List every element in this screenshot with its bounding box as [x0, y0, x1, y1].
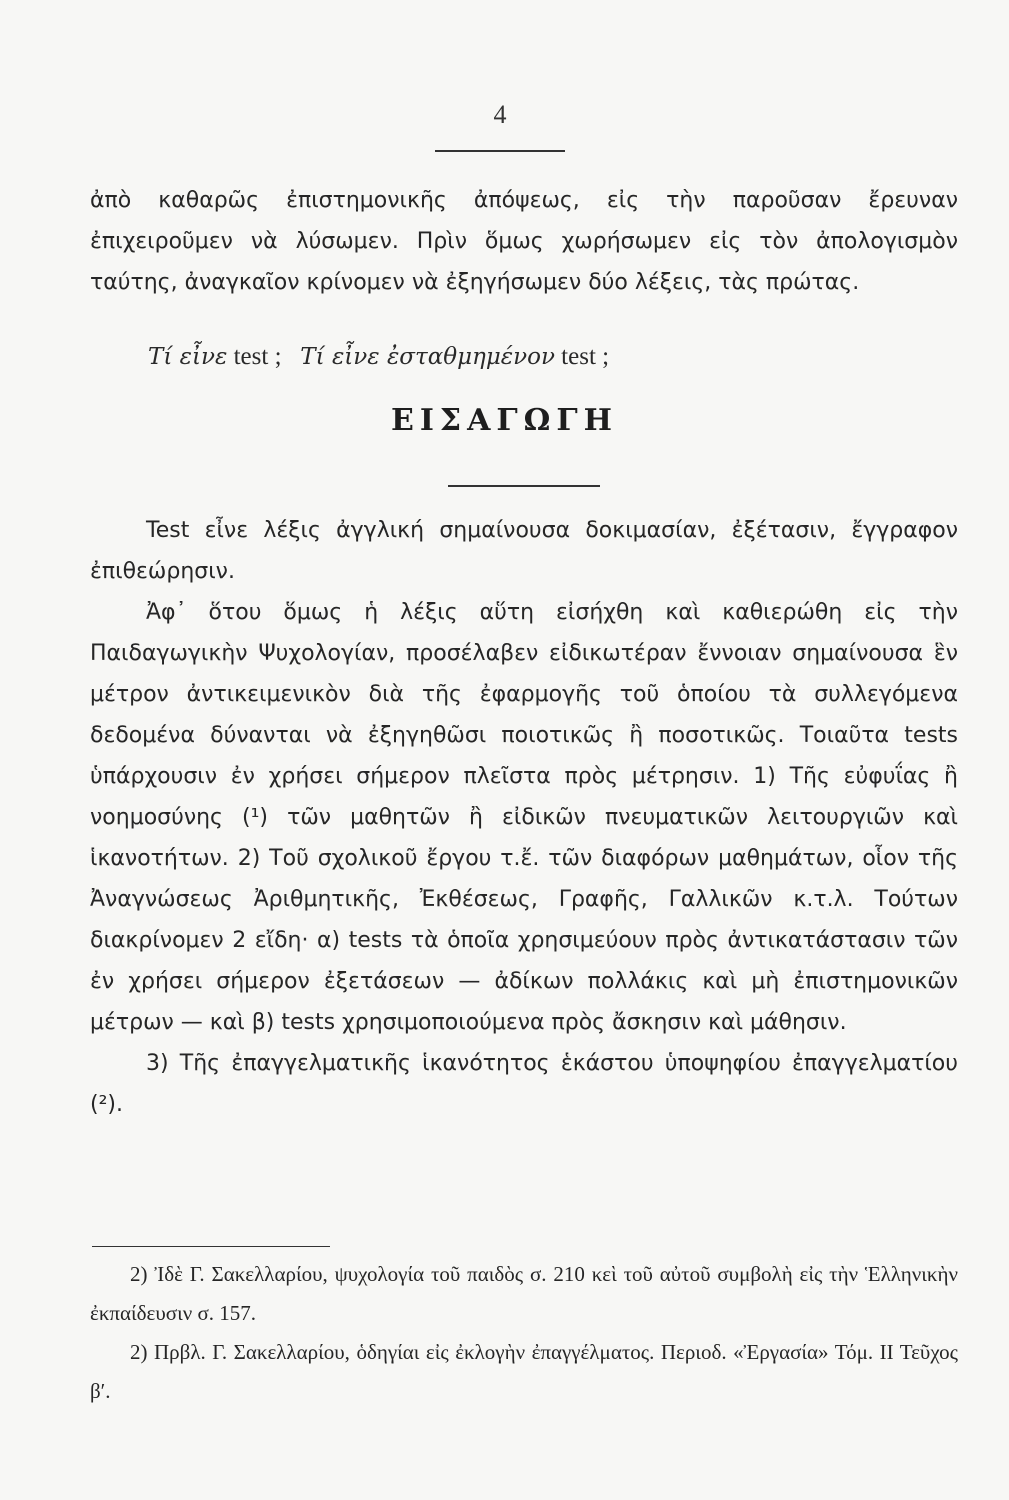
- page-number-rule: [435, 150, 565, 152]
- page-number: 4: [493, 100, 507, 129]
- question-2-term: test ;: [561, 343, 610, 370]
- intro-text: [90, 180, 958, 303]
- heading-rule: [448, 485, 600, 487]
- footnote-1: 2) Ἰδὲ Γ. Σακελλαρίου, ψυχολογία τοῦ παιδὸς σ. 210 κεὶ τοῦ αὐτοῦ συμβολὴ εἰς τὴν Ἑλληνικὴν ἐκπαίδευσιν σ. 157.: [90, 1262, 958, 1325]
- footnotes: [90, 1255, 958, 1411]
- paragraph-3: 3) Τῆς ἐπαγγελματικῆς ἱκανότητος ἑκάστου ὑποψηφίου ἐπαγγελματίου (²).: [90, 1051, 958, 1117]
- intro-paragraph: ἀπὸ καθαρῶς ἐπιστημονικῆς ἀπόψεως, εἰς τὴν παροῦσαν ἔρευναν ἐπιχειροῦμεν νὰ λύσωμεν. Πρὶν ὅμως χωρήσωμεν εἰς τὸν ἀπολογισμὸν ταύτης, ἀναγκαῖον κρίνομεν νὰ ἐξηγήσωμεν δύο λέξεις, τὰς πρώτας.: [90, 188, 958, 295]
- question-1-term: test ;: [233, 343, 282, 370]
- question-1-word: Τί εἶνε: [148, 344, 228, 370]
- question-line: [148, 343, 948, 371]
- footnote-rule: [92, 1246, 330, 1247]
- paragraph-2: Ἀφ᾽ ὅτου ὅμως ἡ λέξις αὕτη εἰσήχθη καὶ καθιερώθη εἰς τὴν Παιδαγωγικὴν Ψυχολογίαν, προσέλαβεν εἰδικωτέραν ἔννοιαν σημαίνουσα ἓν μέτρον ἀντικειμενικὸν διὰ τῆς ἐφαρμογῆς τοῦ ὁποίου τὰ συλλεγόμενα δεδομένα δύνανται νὰ ἐξηγηθῶσι ποιοτικῶς ἢ ποσοτικῶς. Τοιαῦτα tests ὑπάρχουσιν ἐν χρήσει σήμερον πλεῖστα πρὸς μέτρησιν. 1) Τῆς εὐφυΐας ἢ νοημοσύνης (¹) τῶν μαθητῶν ἢ εἰδικῶν πνευματικῶν λειτουργιῶν καὶ ἱκανοτήτων. 2) Τοῦ σχολικοῦ ἔργου τ.ἔ. τῶν διαφόρων μαθημάτων, οἷον τῆς Ἀναγνώσεως Ἀριθμητικῆς, Ἐκθέσεως, Γραφῆς, Γαλλικῶν κ.τ.λ. Τούτων διακρίνομεν 2 εἴδη· α) tests τὰ ὁποῖα χρησιμεύουν πρὸς ἀντικατάστασιν τῶν ἐν χρήσει σήμερον ἐξετάσεων — ἀδίκων πολλάκις καὶ μὴ ἐπιστημονικῶν μέτρων — καὶ β) tests χρησιμοποιούμενα πρὸς ἄσκησιν καὶ μάθησιν.: [90, 600, 958, 1035]
- paragraph-1: Test εἶνε λέξις ἀγγλική σημαίνουσα δοκιμασίαν, ἐξέτασιν, ἔγγραφον ἐπιθεώρησιν.: [90, 518, 958, 584]
- question-2-word: Τί εἶνε ἐσταθμημένον: [300, 344, 555, 370]
- main-text: [90, 510, 958, 1125]
- footnote-2: 2) Πρβλ. Γ. Σακελλαρίου, ὁδηγίαι εἰς ἐκλογὴν ἐπαγγέλματος. Περιοδ. «Ἐργασία» Τόμ. ΙΙ Τεῦχος β′.: [90, 1340, 958, 1403]
- section-heading: ΕΙΣΑΓΩΓΗ: [390, 403, 619, 438]
